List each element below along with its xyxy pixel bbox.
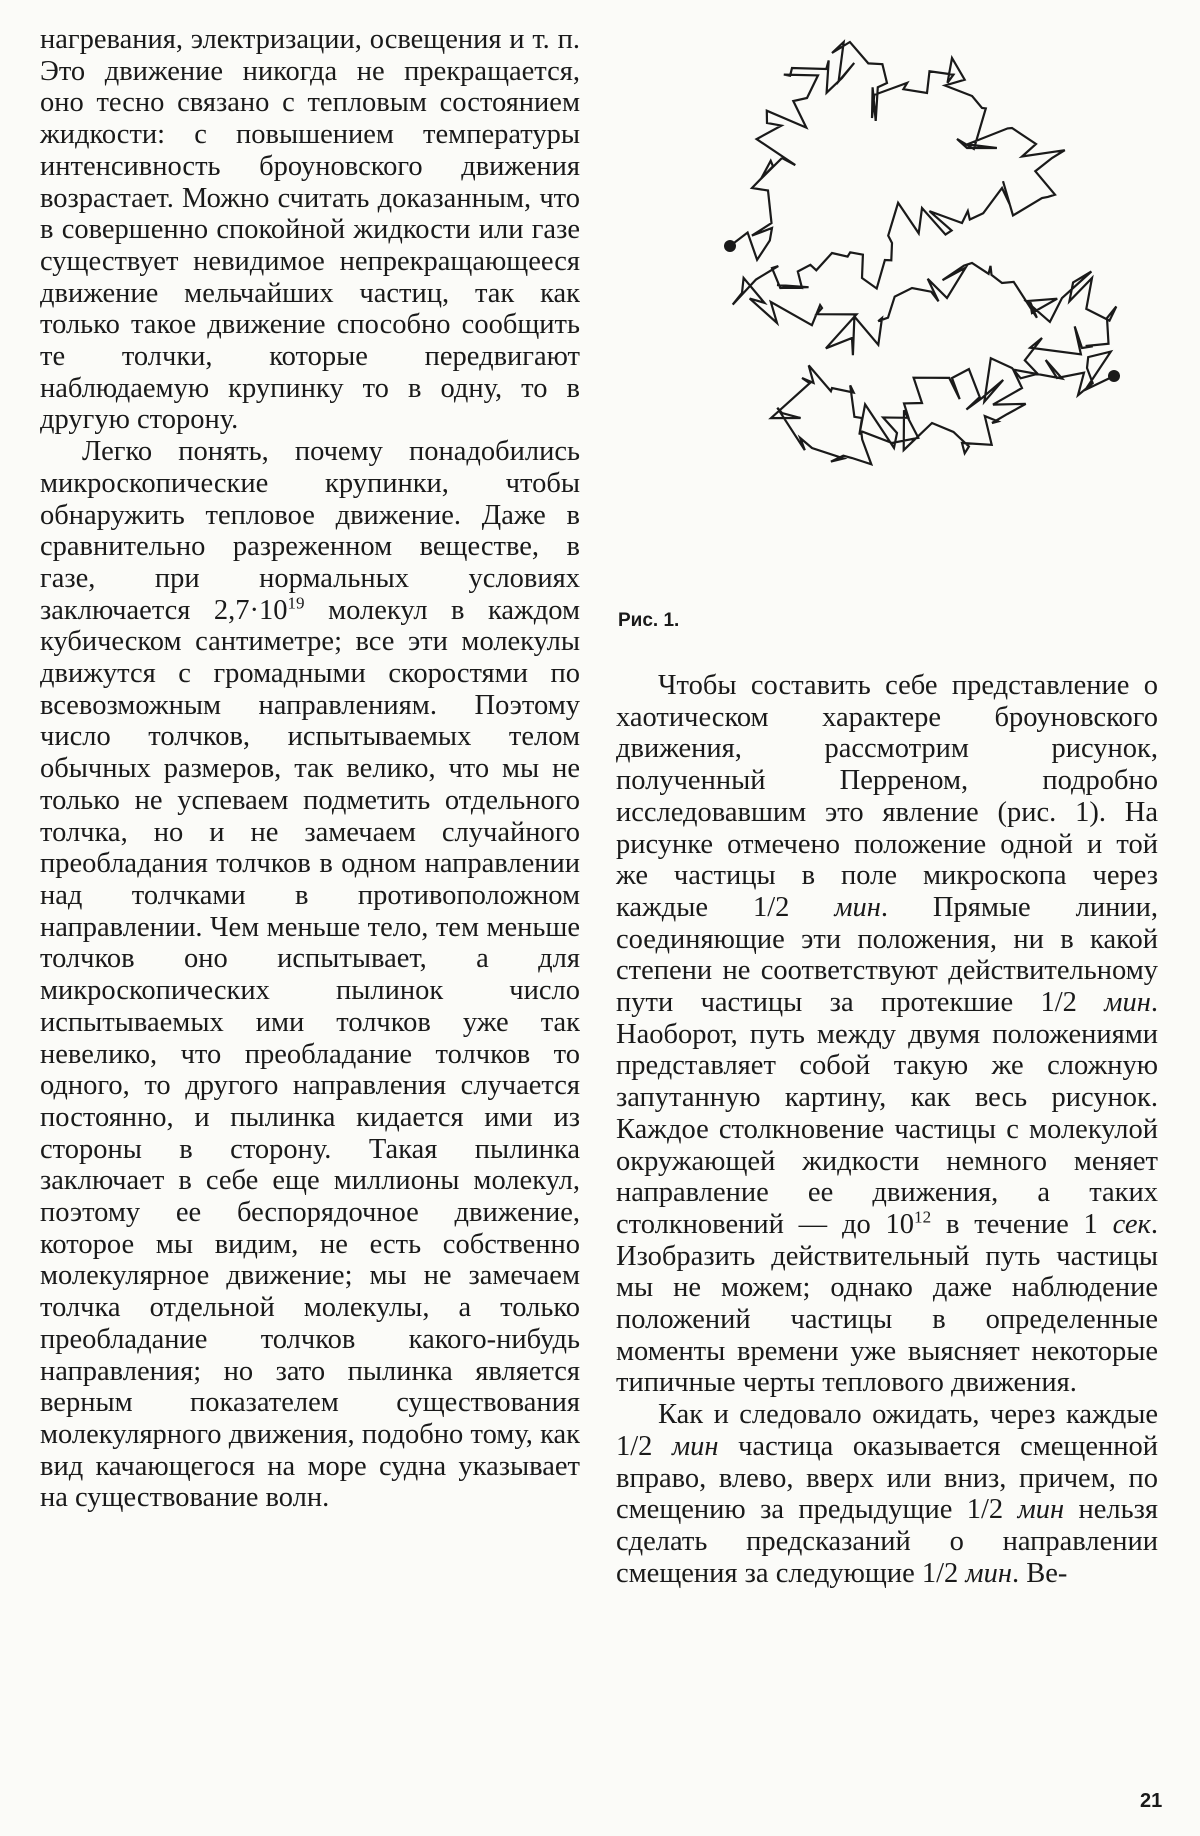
text-fragment: молекул в каждом кубическом сантиметре; все эти молекулы движутся с громадными скоростями по всевозможным направлениям. Поэтому число толчков, испытываемых телом обычных размеров, так велико, что мы не только не успеваем подметить отдельного толчка, но и не замечаем случайного преобладания толчков в одном направлении над толчками в противоположном направлении. Чем меньше тело, тем меньше толчков оно испытывает, а для микроскопических пылинок число испытываемых ими толчков уже так невелико, что преобладание толчков то одного, то другого направления случается постоянно, и пылинка кидается ими из стороны в сторону. Такая пылинка заключает в себе еще миллионы молекул, поэтому ее беспорядочное движение, которое мы видим, не есть собственно молекулярное движение; мы не замечаем толчка отдельной молекулы, а только преобладание толчков какого-нибудь направления; но зато пылинка является верным показателем существования молекулярного движения, подобно тому, как вид качающегося на море судна указывает на существование волн. xyxy=(40,594,580,1514)
unit-min: мин xyxy=(965,1557,1012,1589)
text-fragment: Чтобы составить себе представление о хаотическом характере броуновского движения, рассмотрим рисунок, полученный Перреном, подробно исследовавшим это явление (рис. 1). На рисунке отмечено положение одной и той же частицы в поле микроскопа через каждые 1/2 xyxy=(616,670,1158,923)
page-number: 21 xyxy=(1140,1790,1163,1812)
unit-min: мин xyxy=(1017,1494,1065,1526)
text-fragment: Легко понять, почему понадобились микроскопические крупинки, чтобы обнаружить тепловое движение. Даже в сравнительно разреженном веществе, в газе, при нормальных условиях заключается 2,7·10 xyxy=(40,436,580,626)
unit-sec: сек xyxy=(1112,1208,1151,1240)
trajectory-end-point xyxy=(1108,370,1120,382)
unit-min: мин xyxy=(671,1430,719,1462)
text-fragment: в течение 1 xyxy=(931,1208,1113,1240)
particle-trajectory xyxy=(730,42,1116,464)
figure-caption: Рис. 1. xyxy=(618,610,680,631)
text-fragment: частица оказывается смещенной вправо, влево, вверх или вниз, причем, по смещению за предыдущие 1/2 xyxy=(616,1430,1159,1526)
text-fragment: . Наоборот, путь между двумя положениями представляет собой такую же сложную запутанную картину, как весь рисунок. Каждое столкновение частицы с молекулой окружающей жидкости немного меняет направление ее движения, а таких столкновений — до 10 xyxy=(616,987,1158,1240)
paragraph-perrin-figure xyxy=(616,670,1158,1399)
left-text-column xyxy=(40,24,580,1514)
trajectory-line xyxy=(730,42,1116,464)
text-fragment: . Ве- xyxy=(1011,1557,1068,1589)
text-fragment: Как и следовало ожидать, через каждые 1/2 xyxy=(616,1399,1158,1462)
text-fragment: . Изобразить действительный путь частицы мы не можем; однако даже наблюдение положений частицы в определенные моменты времени уже выясняет некоторые типичные черты теплового движения. xyxy=(616,1208,1158,1399)
exponent: 12 xyxy=(914,1207,932,1227)
right-text-column xyxy=(616,670,1158,1589)
brownian-motion-figure xyxy=(712,38,1132,508)
trajectory-start-point xyxy=(724,240,736,252)
text-fragment: нельзя сделать предсказаний о направлении смещения за следующие 1/2 xyxy=(616,1494,1158,1589)
paragraph-brownian-continuation: нагревания, электризации, освещения и т. п. Это движение никогда не прекращается, оно тесно связано с тепловым состоянием жидкости: с повышением температуры интенсивность броуновского движения возрастает. Можно считать доказанным, что в совершенно спокойной жидкости или газе существует невидимое непрекращающееся движение мельчайших частиц, так как только такое движение способно сообщить те толчки, которые передвигают наблюдаемую крупинку то в одну, то в другую сторону. xyxy=(40,24,580,436)
paragraph-microscopic-particles xyxy=(40,436,580,1514)
paragraph-displacement xyxy=(616,1399,1158,1589)
unit-min: мин xyxy=(834,891,881,923)
exponent: 19 xyxy=(287,593,305,613)
text-fragment: . Прямые линии, соединяющие эти положения, ни в какой степени не соответствуют действительному пути частицы за протекшие 1/2 xyxy=(616,891,1158,1019)
unit-min: мин xyxy=(1104,987,1151,1019)
